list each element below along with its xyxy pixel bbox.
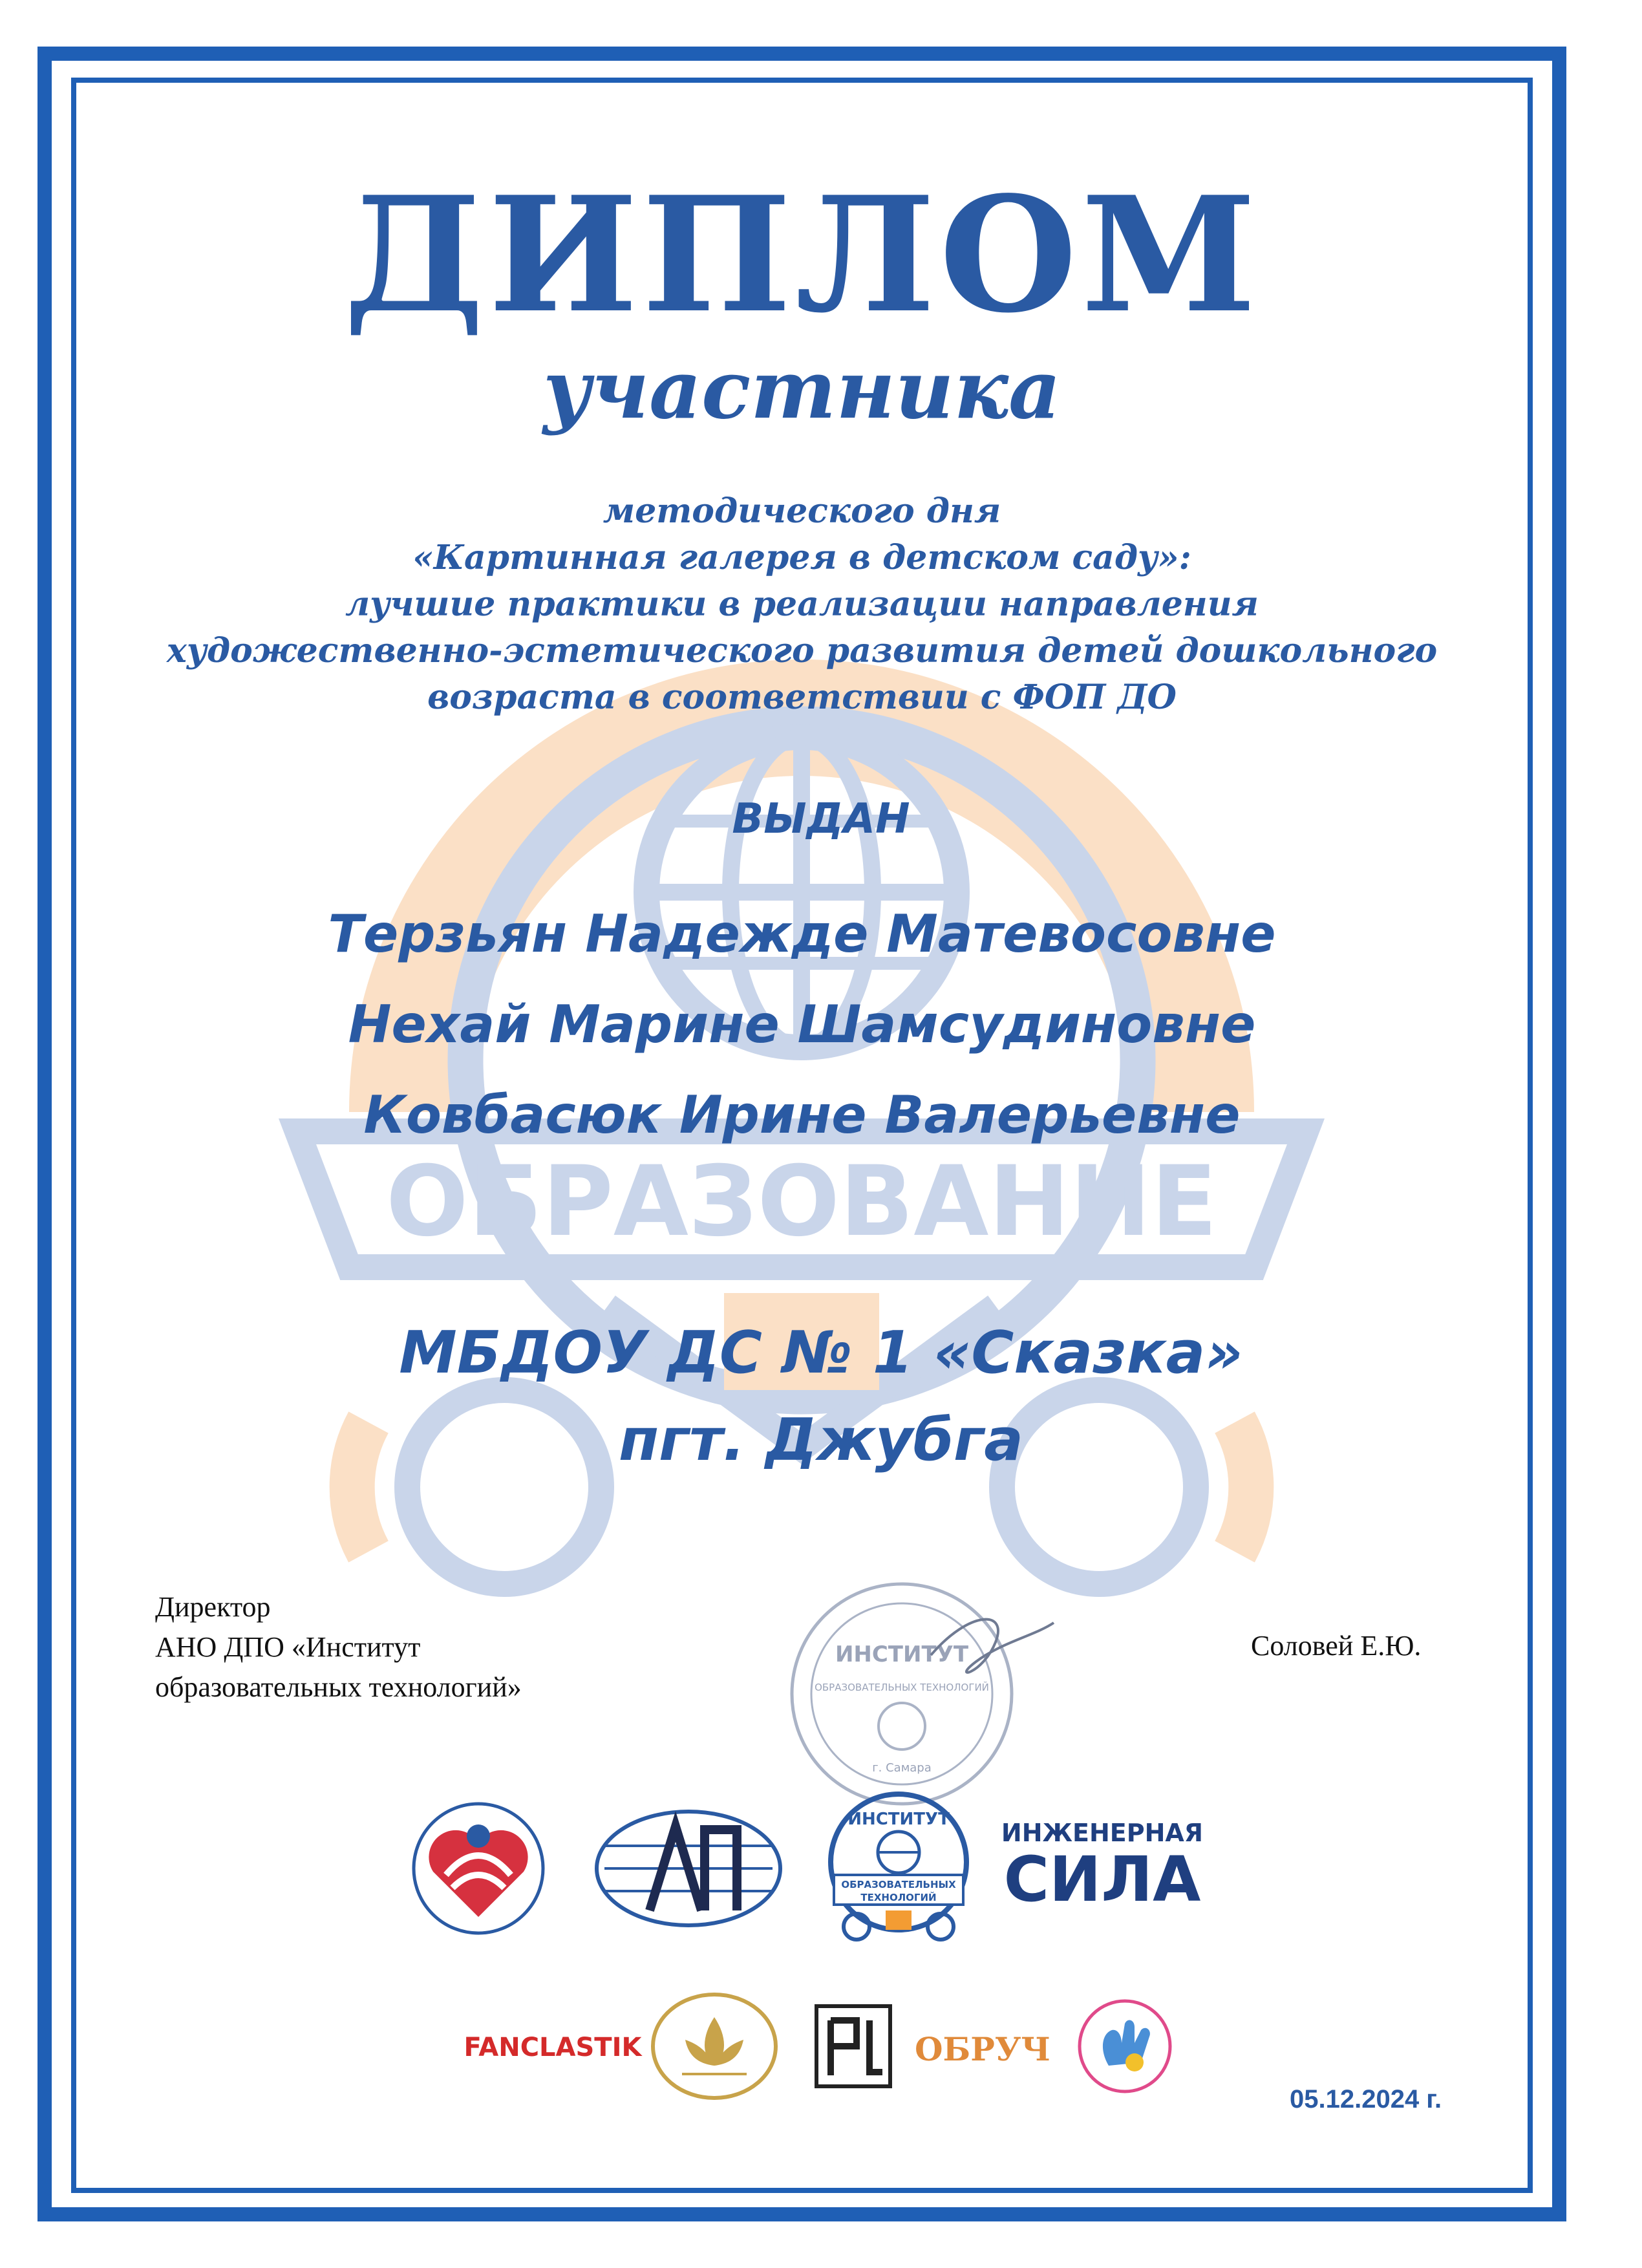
fanclastic-logo-text: FANCLASTIK	[464, 2033, 642, 2062]
signatory-position-line: АНО ДПО «Институт	[155, 1631, 421, 1663]
signatory-position-line: образовательных технологий»	[155, 1671, 522, 1703]
institute-logo-top-text: ИНСТИТУТ	[848, 1810, 950, 1829]
event-line: лучшие практики в реализации направления	[345, 584, 1259, 624]
engineering-force-logo	[992, 1810, 1212, 1927]
signatory-name: Соловей Е.Ю.	[1251, 1630, 1422, 1662]
educators-heart-logo	[407, 1797, 549, 1940]
event-line: методического дня	[602, 491, 1001, 531]
engineering-logo-line2: СИЛА	[1003, 1843, 1201, 1916]
organization	[0, 1309, 1642, 1484]
diploma-subtitle: участника	[542, 343, 1061, 437]
issued-label: ВЫДАН	[732, 795, 910, 843]
watermark-ring-text: ОБРАЗОВАНИЕ	[386, 1146, 1217, 1258]
stamp-city-text: г. Самара	[872, 1761, 932, 1775]
institute-logo-bottom-text: ОБРАЗОВАТЕЛЬНЫХ	[841, 1879, 956, 1890]
obruch-logo-text: ОБРУЧ	[914, 2030, 1051, 2068]
rao-logo	[592, 1807, 785, 1930]
event-line: «Картинная галерея в детском саду»:	[412, 538, 1191, 577]
institute-logo-bottom-text: ТЕХНОЛОГИЙ	[860, 1892, 937, 1903]
signatory-position-line: Директор	[155, 1591, 271, 1623]
institute-logo	[821, 1784, 976, 1952]
engineering-logo-line1: ИНЖЕНЕРНАЯ	[1001, 1819, 1204, 1847]
obruch-logo	[914, 2007, 1051, 2085]
recipient-name: Ковбасюк Ирине Валерьевне	[363, 1085, 1241, 1145]
stamp-center-text: ИНСТИТУТ	[835, 1642, 969, 1667]
event-line: художественно-эстетического развития детей дошкольного	[166, 631, 1438, 670]
rl-monogram-logo	[811, 2001, 895, 2091]
event-description	[0, 488, 1604, 721]
partner-logos-row-2	[464, 1991, 1189, 2101]
fanclastic-logo	[464, 2017, 642, 2075]
organization-name: МБДОУ ДС № 1 «Сказка»	[399, 1319, 1243, 1387]
partner-logos-row-1	[388, 1784, 1228, 1952]
event-line: возраста в соответствии с ФОП ДО	[427, 678, 1177, 717]
stamp-inner-text: ОБРАЗОВАТЕЛЬНЫХ ТЕХНОЛОГИЙ	[815, 1682, 989, 1693]
childhood-hands-logo	[1073, 1998, 1177, 2095]
diploma-title: ДИПЛОМ	[343, 162, 1261, 348]
lotus-logo	[650, 1991, 779, 2101]
organization-location: пгт. Джубга	[619, 1406, 1023, 1474]
recipient-name: Нехай Марине Шамсудиновне	[348, 994, 1256, 1054]
recipient-name: Терзьян Надежде Матевосовне	[328, 904, 1276, 964]
issue-date: 05.12.2024 г.	[1290, 2085, 1442, 2113]
recipients-list	[0, 889, 1604, 1161]
official-stamp	[782, 1571, 1060, 1817]
signatory-position	[155, 1587, 522, 1707]
